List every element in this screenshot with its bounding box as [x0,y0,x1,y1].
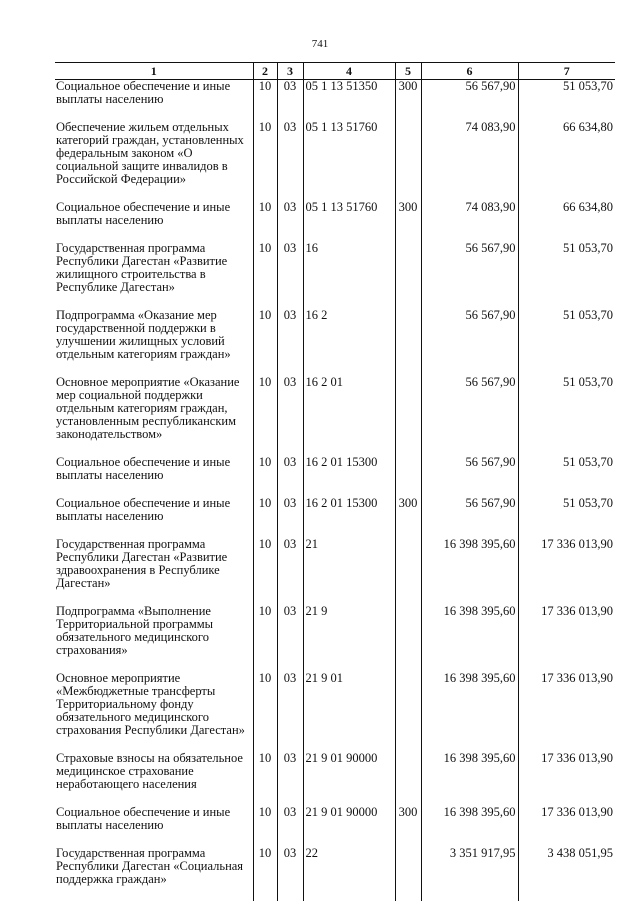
row-amount-year2-cell: 17 336 013,90 [518,538,615,605]
row-section-cell: 10 [253,672,277,752]
table-row [55,847,615,901]
row-name-cell: Государственная программа Республики Дагестан «Развитие здравоохранения в Республике Дагестан» [55,538,253,605]
row-subsection-cell: 03 [277,806,303,847]
row-section-cell: 10 [253,309,277,376]
row-section-cell: 10 [253,752,277,806]
row-target-article-cell: 05 1 13 51350 [303,80,395,122]
table-row [55,242,615,309]
table-row [55,672,615,752]
column-header-7: 7 [518,63,615,80]
row-name-cell: Обеспечение жильем отдельных категорий граждан, установленных федеральным законом «О социальной защите инвалидов в Российской Федерации» [55,121,253,201]
row-subsection-cell: 03 [277,672,303,752]
row-amount-year1-cell: 56 567,90 [421,80,518,122]
row-subsection-cell: 03 [277,847,303,901]
row-target-article-cell: 22 [303,847,395,901]
row-subsection-cell: 03 [277,201,303,242]
row-expense-type-cell [395,538,421,605]
row-subsection-cell: 03 [277,376,303,456]
row-name-cell: Социальное обеспечение и иные выплаты населению [55,497,253,538]
row-section-cell: 10 [253,242,277,309]
column-header-3: 3 [277,63,303,80]
row-amount-year2-cell: 51 053,70 [518,456,615,497]
row-name-cell: Основное мероприятие «Оказание мер социальной поддержки отдельным категориям граждан, установленным республиканским законодательством» [55,376,253,456]
row-amount-year2-cell: 66 634,80 [518,201,615,242]
column-header-1: 1 [55,63,253,80]
table-row [55,538,615,605]
row-target-article-cell: 21 [303,538,395,605]
column-header-2: 2 [253,63,277,80]
row-section-cell: 10 [253,806,277,847]
row-name-cell: Подпрограмма «Выполнение Территориальной программы обязательного медицинского страхования» [55,605,253,672]
table-row [55,605,615,672]
row-amount-year2-cell: 51 053,70 [518,309,615,376]
row-name-cell: Страховые взносы на обязательное медицинское страхование неработающего населения [55,752,253,806]
table-row [55,376,615,456]
row-target-article-cell: 16 [303,242,395,309]
row-amount-year2-cell: 17 336 013,90 [518,605,615,672]
row-target-article-cell: 16 2 01 [303,376,395,456]
row-expense-type-cell: 300 [395,80,421,122]
row-amount-year2-cell: 51 053,70 [518,80,615,122]
row-amount-year1-cell: 74 083,90 [421,121,518,201]
row-section-cell: 10 [253,376,277,456]
row-amount-year1-cell: 16 398 395,60 [421,806,518,847]
row-section-cell: 10 [253,80,277,122]
row-amount-year1-cell: 56 567,90 [421,309,518,376]
row-amount-year2-cell: 17 336 013,90 [518,806,615,847]
row-target-article-cell: 21 9 01 90000 [303,752,395,806]
row-section-cell: 10 [253,121,277,201]
row-amount-year2-cell: 51 053,70 [518,242,615,309]
row-amount-year1-cell: 74 083,90 [421,201,518,242]
row-subsection-cell: 03 [277,497,303,538]
row-amount-year1-cell: 16 398 395,60 [421,672,518,752]
row-amount-year2-cell: 3 438 051,95 [518,847,615,901]
row-section-cell: 10 [253,456,277,497]
row-name-cell: Государственная программа Республики Дагестан «Социальная поддержка граждан» [55,847,253,901]
row-amount-year2-cell: 51 053,70 [518,376,615,456]
row-expense-type-cell [395,309,421,376]
row-target-article-cell: 21 9 [303,605,395,672]
row-name-cell: Социальное обеспечение и иные выплаты населению [55,806,253,847]
row-expense-type-cell [395,456,421,497]
row-subsection-cell: 03 [277,80,303,122]
row-subsection-cell: 03 [277,242,303,309]
row-amount-year2-cell: 51 053,70 [518,497,615,538]
row-expense-type-cell: 300 [395,497,421,538]
row-section-cell: 10 [253,201,277,242]
row-section-cell: 10 [253,847,277,901]
row-expense-type-cell: 300 [395,201,421,242]
row-subsection-cell: 03 [277,752,303,806]
row-target-article-cell: 05 1 13 51760 [303,121,395,201]
row-subsection-cell: 03 [277,309,303,376]
row-amount-year2-cell: 17 336 013,90 [518,752,615,806]
row-target-article-cell: 21 9 01 [303,672,395,752]
row-expense-type-cell [395,242,421,309]
row-section-cell: 10 [253,497,277,538]
row-section-cell: 10 [253,538,277,605]
row-expense-type-cell [395,376,421,456]
table-row [55,752,615,806]
row-name-cell: Социальное обеспечение и иные выплаты населению [55,456,253,497]
table-row [55,456,615,497]
column-header-4: 4 [303,63,395,80]
row-amount-year2-cell: 17 336 013,90 [518,672,615,752]
row-amount-year1-cell: 16 398 395,60 [421,752,518,806]
table-row [55,121,615,201]
page-number: 741 [311,38,329,50]
row-expense-type-cell [395,121,421,201]
row-amount-year1-cell: 56 567,90 [421,242,518,309]
row-expense-type-cell [395,847,421,901]
row-amount-year1-cell: 56 567,90 [421,497,518,538]
table-row [55,497,615,538]
row-expense-type-cell: 300 [395,806,421,847]
budget-table [55,62,615,901]
row-amount-year1-cell: 16 398 395,60 [421,538,518,605]
row-name-cell: Государственная программа Республики Дагестан «Развитие жилищного строительства в Республике Дагестан» [55,242,253,309]
row-subsection-cell: 03 [277,605,303,672]
table-row [55,80,615,122]
table-row [55,806,615,847]
row-name-cell: Основное мероприятие «Межбюджетные трансферты Территориальному фонду обязательного медицинского страхования Республики Дагестан» [55,672,253,752]
row-amount-year1-cell: 56 567,90 [421,376,518,456]
row-section-cell: 10 [253,605,277,672]
table-row [55,201,615,242]
row-amount-year1-cell: 56 567,90 [421,456,518,497]
table-header-row [55,63,615,80]
row-expense-type-cell [395,605,421,672]
row-target-article-cell: 16 2 01 15300 [303,497,395,538]
row-subsection-cell: 03 [277,538,303,605]
row-subsection-cell: 03 [277,121,303,201]
row-name-cell: Социальное обеспечение и иные выплаты населению [55,80,253,122]
row-amount-year1-cell: 16 398 395,60 [421,605,518,672]
table-row [55,309,615,376]
row-amount-year1-cell: 3 351 917,95 [421,847,518,901]
row-name-cell: Подпрограмма «Оказание мер государственной поддержки в улучшении жилищных условий отдельным категориям граждан» [55,309,253,376]
row-subsection-cell: 03 [277,456,303,497]
row-target-article-cell: 05 1 13 51760 [303,201,395,242]
column-header-5: 5 [395,63,421,80]
row-expense-type-cell [395,672,421,752]
row-target-article-cell: 21 9 01 90000 [303,806,395,847]
column-header-6: 6 [421,63,518,80]
row-target-article-cell: 16 2 01 15300 [303,456,395,497]
row-target-article-cell: 16 2 [303,309,395,376]
row-expense-type-cell [395,752,421,806]
row-name-cell: Социальное обеспечение и иные выплаты населению [55,201,253,242]
row-amount-year2-cell: 66 634,80 [518,121,615,201]
